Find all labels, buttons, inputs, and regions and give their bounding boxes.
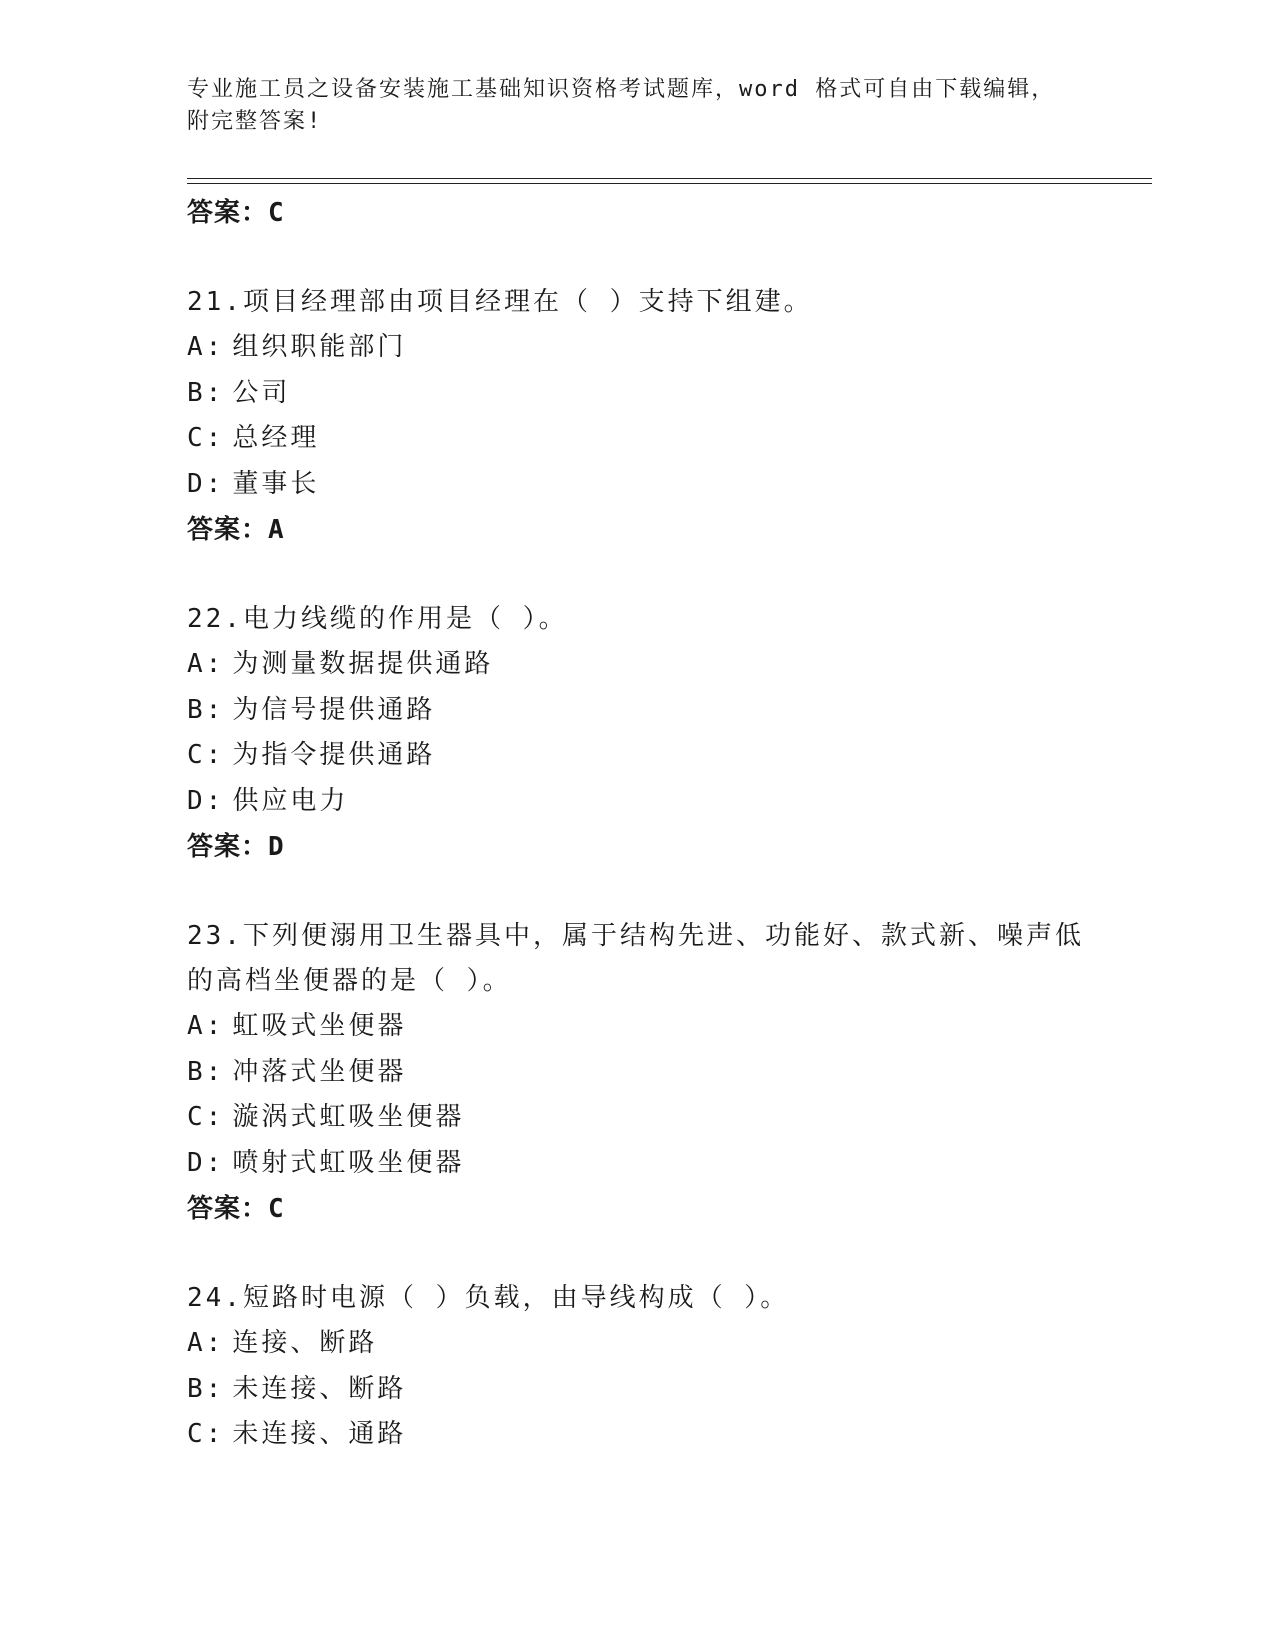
option-b	[187, 1367, 1087, 1413]
question-stem	[187, 1276, 1087, 1321]
question-stem	[187, 597, 1087, 642]
option-key: A:	[187, 332, 225, 362]
option-key: A:	[187, 1011, 225, 1041]
option-key: A:	[187, 1328, 225, 1358]
option-text: 未连接、断路	[232, 1373, 407, 1404]
question-24	[187, 1276, 1087, 1458]
option-a	[187, 642, 1087, 688]
question-stem-continued	[187, 959, 1087, 1004]
option-key: A:	[187, 649, 225, 679]
option-d	[187, 779, 1087, 825]
question-answer	[187, 1186, 1087, 1232]
question-stem	[187, 280, 1087, 325]
option-d	[187, 1141, 1087, 1187]
option-key: B:	[187, 377, 225, 408]
option-text: 未连接、通路	[232, 1419, 407, 1449]
question-21	[187, 280, 1087, 553]
option-text: 公司	[232, 377, 291, 408]
option-key: C:	[187, 740, 225, 770]
option-key: D:	[187, 785, 225, 816]
question-answer	[187, 824, 1087, 870]
option-text: 总经理	[232, 423, 320, 453]
option-text: 为测量数据提供通路	[232, 649, 494, 679]
question-text: 短路时电源（ ）负载，由导线构成（ ）。	[242, 1283, 790, 1313]
option-text: 组织职能部门	[232, 332, 407, 362]
option-a	[187, 325, 1087, 371]
option-key: C:	[187, 423, 225, 453]
header-line-1: 专业施工员之设备安装施工基础知识资格考试题库，word 格式可自由下载编辑，	[187, 77, 1056, 102]
question-text: 电力线缆的作用是（ ）。	[242, 604, 568, 634]
question-number: 22.	[187, 604, 243, 634]
option-c	[187, 416, 1087, 462]
answer-value: C	[268, 198, 285, 228]
option-text: 为指令提供通路	[232, 740, 436, 770]
option-a	[187, 1321, 1087, 1367]
answer-label: 答案：	[187, 832, 269, 862]
option-c	[187, 733, 1087, 779]
option-c	[187, 1095, 1087, 1141]
answer-value: D	[268, 832, 285, 862]
answer-value: C	[268, 1194, 285, 1224]
option-d	[187, 462, 1087, 508]
option-text: 供应电力	[232, 785, 349, 816]
option-b	[187, 371, 1087, 417]
answer-label: 答案：	[187, 515, 269, 545]
header-line-2: 附完整答案!	[187, 109, 323, 134]
header-divider-top	[187, 178, 1152, 179]
question-number: 21.	[187, 287, 243, 317]
question-number: 24.	[187, 1283, 243, 1313]
answer-value: A	[268, 515, 285, 545]
option-key: D:	[187, 1147, 225, 1178]
question-answer	[187, 507, 1087, 553]
option-c	[187, 1412, 1087, 1458]
option-text: 漩涡式虹吸坐便器	[232, 1102, 465, 1132]
option-key: C:	[187, 1419, 225, 1449]
option-key: B:	[187, 694, 225, 725]
question-text-line-1: 下列便溺用卫生器具中，属于结构先进、功能好、款式新、噪声低	[242, 921, 1084, 951]
question-stem	[187, 914, 1087, 959]
question-text-line-2: 的高档坐便器的是（ ）。	[187, 966, 512, 996]
option-a	[187, 1004, 1087, 1050]
answer-label: 答案：	[187, 198, 269, 228]
option-key: B:	[187, 1056, 225, 1087]
previous-answer	[187, 190, 1087, 236]
question-23	[187, 914, 1087, 1232]
header-divider-bottom	[187, 183, 1152, 184]
answer-label: 答案：	[187, 1194, 269, 1224]
document-header	[187, 74, 1087, 138]
option-b	[187, 688, 1087, 734]
option-text: 连接、断路	[232, 1328, 378, 1358]
option-text: 喷射式虹吸坐便器	[232, 1147, 465, 1178]
option-b	[187, 1050, 1087, 1096]
option-key: D:	[187, 468, 225, 499]
option-text: 冲落式坐便器	[232, 1056, 407, 1087]
question-22	[187, 597, 1087, 870]
option-text: 虹吸式坐便器	[232, 1011, 407, 1041]
question-list	[187, 190, 1087, 1458]
option-key: B:	[187, 1373, 225, 1404]
question-number: 23.	[187, 921, 243, 951]
option-text: 董事长	[232, 468, 320, 499]
question-text: 项目经理部由项目经理在（ ）支持下组建。	[242, 287, 813, 317]
option-key: C:	[187, 1102, 225, 1132]
option-text: 为信号提供通路	[232, 694, 436, 725]
